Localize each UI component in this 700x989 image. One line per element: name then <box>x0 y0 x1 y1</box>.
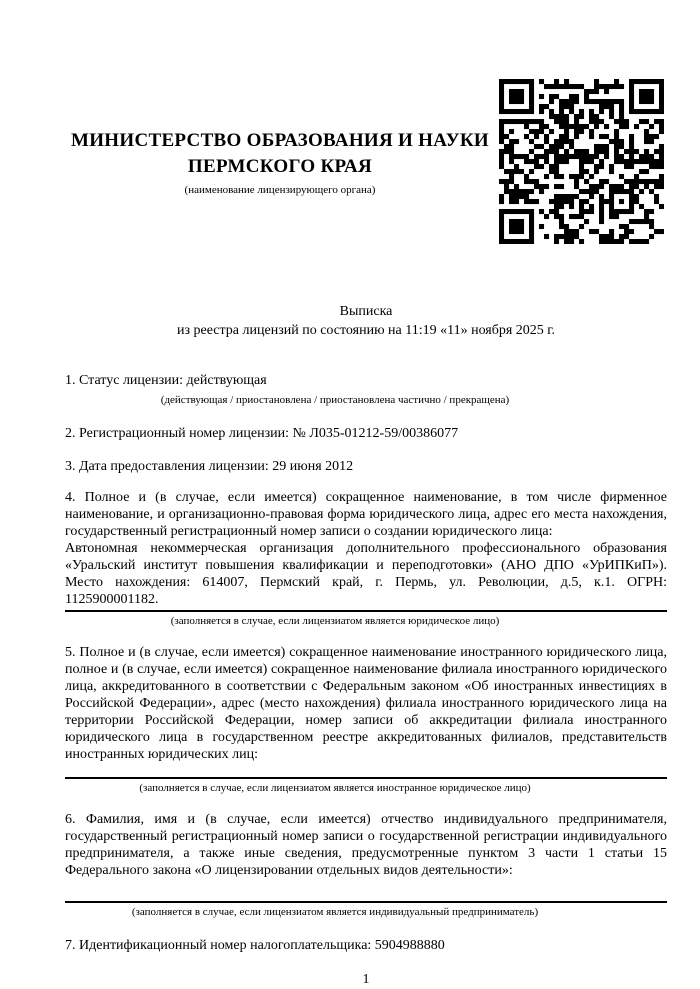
legal-entity-name-value: Автономная некоммерческая организация дополнительного профессионального образования «Уральский институт повышения квалификации и переподготовки» (АНО ДПО «УрИПКиП»). Место нахождения: 614007, Пермский край, г. Пермь, ул. Революции, д.5, к.1. ОГРН: 1125900001182. <box>65 541 667 607</box>
foreign-entity-label: 5. Полное и (в случае, если имеется) сокращенное наименование иностранного юридического лица, полное и (в случае, если имеется) сокращенное наименование филиала иностранного юридического лица, аккредитованного в соответствии с Федеральным законом «Об иностранных инвестициях в Российской Федерации», адрес (место нахождения) филиала иностранного юридического лица на территории Российской Федерации, номер записи об аккредитации филиала иностранного юридического лица в государственном реестре аккредитованных филиалов, представительств иностранных юридических лиц: <box>65 645 667 762</box>
ministry-name-line1: МИНИСТЕРСТВО ОБРАЗОВАНИЯ И НАУКИ <box>70 130 490 151</box>
registration-number-line: 2. Регистрационный номер лицензии: № Л035-01212-59/00386077 <box>65 426 459 441</box>
document-title-line2: из реестра лицензий по состоянию на 11:19 «11» ноября 2025 г. <box>177 323 555 338</box>
entrepreneur-label: 6. Фамилия, имя и (в случае, если имеется) отчество индивидуального предпринимателя, государственный регистрационный номер записи о государственной регистрации индивидуального предпринимателя, а также иные сведения, предусмотренные пунктом 3 части 1 статьи 15 Федерального закона «О лицензировании отдельных видов деятельности»: <box>65 812 667 878</box>
licensing-authority-header <box>65 128 495 197</box>
taxpayer-id-line: 7. Идентификационный номер налогоплательщика: 5904988880 <box>65 938 445 953</box>
qr-code-icon <box>499 79 664 244</box>
legal-entity-caption: (заполняется в случае, если лицензиатом является юридическое лицо) <box>170 615 500 627</box>
divider-line <box>65 901 667 903</box>
entrepreneur-caption: (заполняется в случае, если лицензиатом является индивидуальный предприниматель) <box>131 906 539 918</box>
foreign-entity-caption: (заполняется в случае, если лицензиатом является иностранное юридическое лицо) <box>139 782 531 794</box>
document-title <box>65 302 667 340</box>
ministry-name-caption: (наименование лицензирующего органа) <box>184 184 376 196</box>
page-number: 1 <box>362 972 370 987</box>
status-options-caption: (действующая / приостановлена / приостановлена частично / прекращена) <box>160 394 510 406</box>
legal-entity-name-label: 4. Полное и (в случае, если имеется) сокращенное наименование, в том числе фирменное наименование, и организационно-правовая форма юридического лица, адрес его места нахождения, государственный регистрационный номер записи о создании юридического лица: <box>65 490 667 539</box>
license-grant-date-line: 3. Дата предоставления лицензии: 29 июня 2012 <box>65 459 354 474</box>
divider-line <box>65 777 667 779</box>
divider-line <box>65 610 667 612</box>
document-body <box>65 302 667 989</box>
license-status-line: 1. Статус лицензии: действующая <box>65 373 267 388</box>
document-title-line1: Выписка <box>339 304 393 319</box>
ministry-name-line2: ПЕРМСКОГО КРАЯ <box>187 156 373 177</box>
